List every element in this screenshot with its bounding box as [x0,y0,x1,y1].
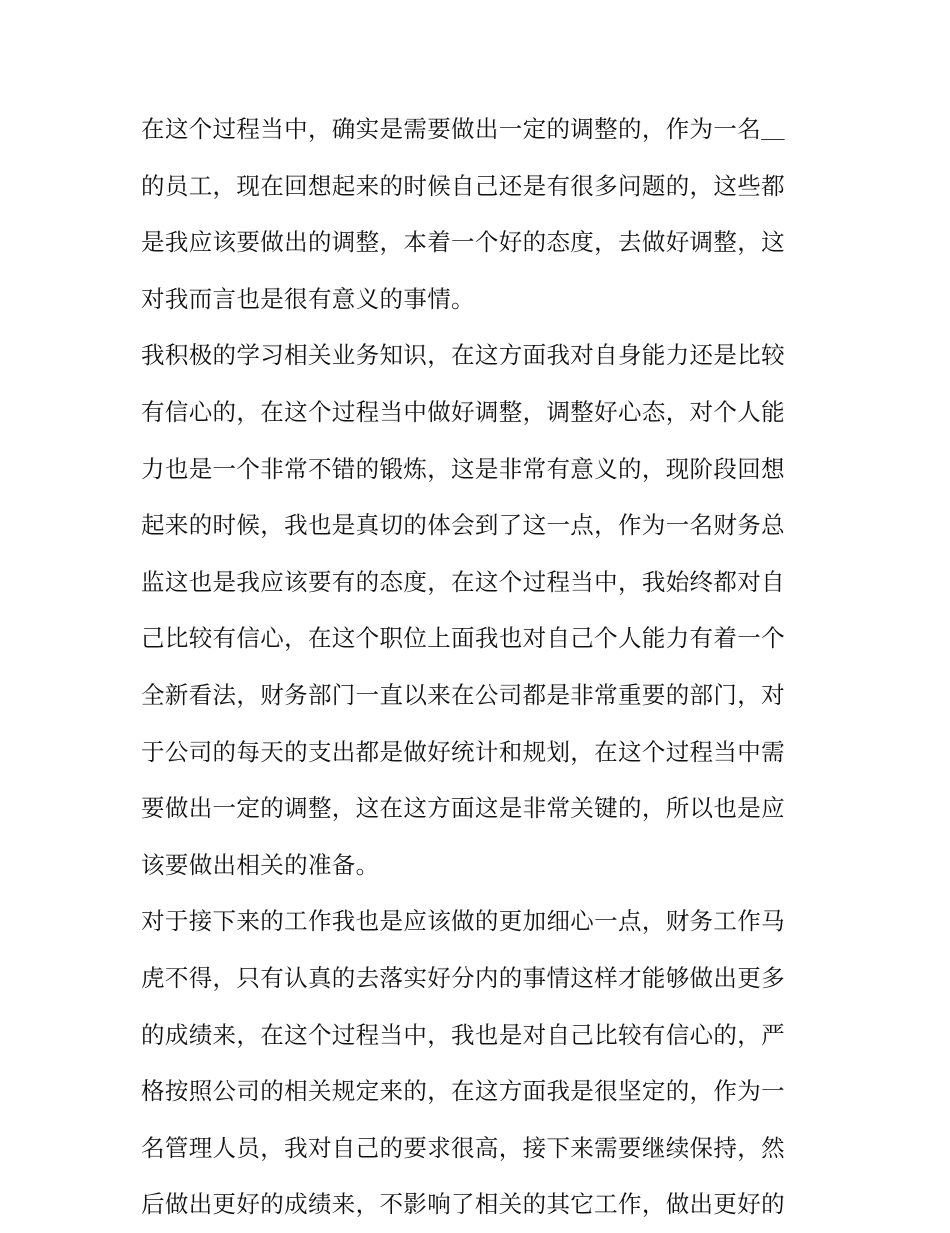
text-line: 的员工，现在回想起来的时候自己还是有很多问题的，这些都 [141,171,785,200]
text-line: 于公司的每天的支出都是做好统计和规划，在这个过程当中需 [141,737,785,766]
document-body [141,101,811,1233]
text-line: 对我而言也是很有意义的事情。 [141,284,475,313]
text-line: 是我应该要做出的调整，本着一个好的态度，去做好调整，这 [141,228,785,257]
text-line: 有信心的，在这个过程当中做好调整，调整好心态，对个人能 [141,397,785,426]
text-line: 要做出一定的调整，这在这方面这是非常关键的，所以也是应 [141,794,785,823]
text-line: 该要做出相关的准备。 [141,850,380,879]
text-line: 在这个过程当中，确实是需要做出一定的调整的，作为一名＿ [141,115,785,143]
text-line: 对于接下来的工作我也是应该做的更加细心一点，财务工作马 [141,907,785,936]
text-line: 监这也是我应该要有的态度，在这个过程当中，我始终都对自 [141,567,785,596]
text-line: 格按照公司的相关规定来的，在这方面我是很坚定的，作为一 [141,1077,785,1106]
text-line: 我积极的学习相关业务知识，在这方面我对自身能力还是比较 [141,341,785,370]
text-line: 名管理人员，我对自己的要求很高，接下来需要继续保持，然 [141,1133,785,1162]
text-line: 己比较有信心，在这个职位上面我也对自己个人能力有着一个 [141,624,785,653]
text-line: 后做出更好的成绩来，不影响了相关的其它工作，做出更好的 [141,1190,785,1219]
text-line: 虎不得，只有认真的去落实好分内的事情这样才能够做出更多 [141,963,785,992]
text-line: 起来的时候，我也是真切的体会到了这一点，作为一名财务总 [141,511,785,540]
text-line: 全新看法，财务部门一直以来在公司都是非常重要的部门，对 [141,680,785,709]
text-line: 力也是一个非常不错的锻炼，这是非常有意义的，现阶段回想 [141,454,785,483]
text-line: 的成绩来，在这个过程当中，我也是对自己比较有信心的，严 [141,1020,785,1049]
